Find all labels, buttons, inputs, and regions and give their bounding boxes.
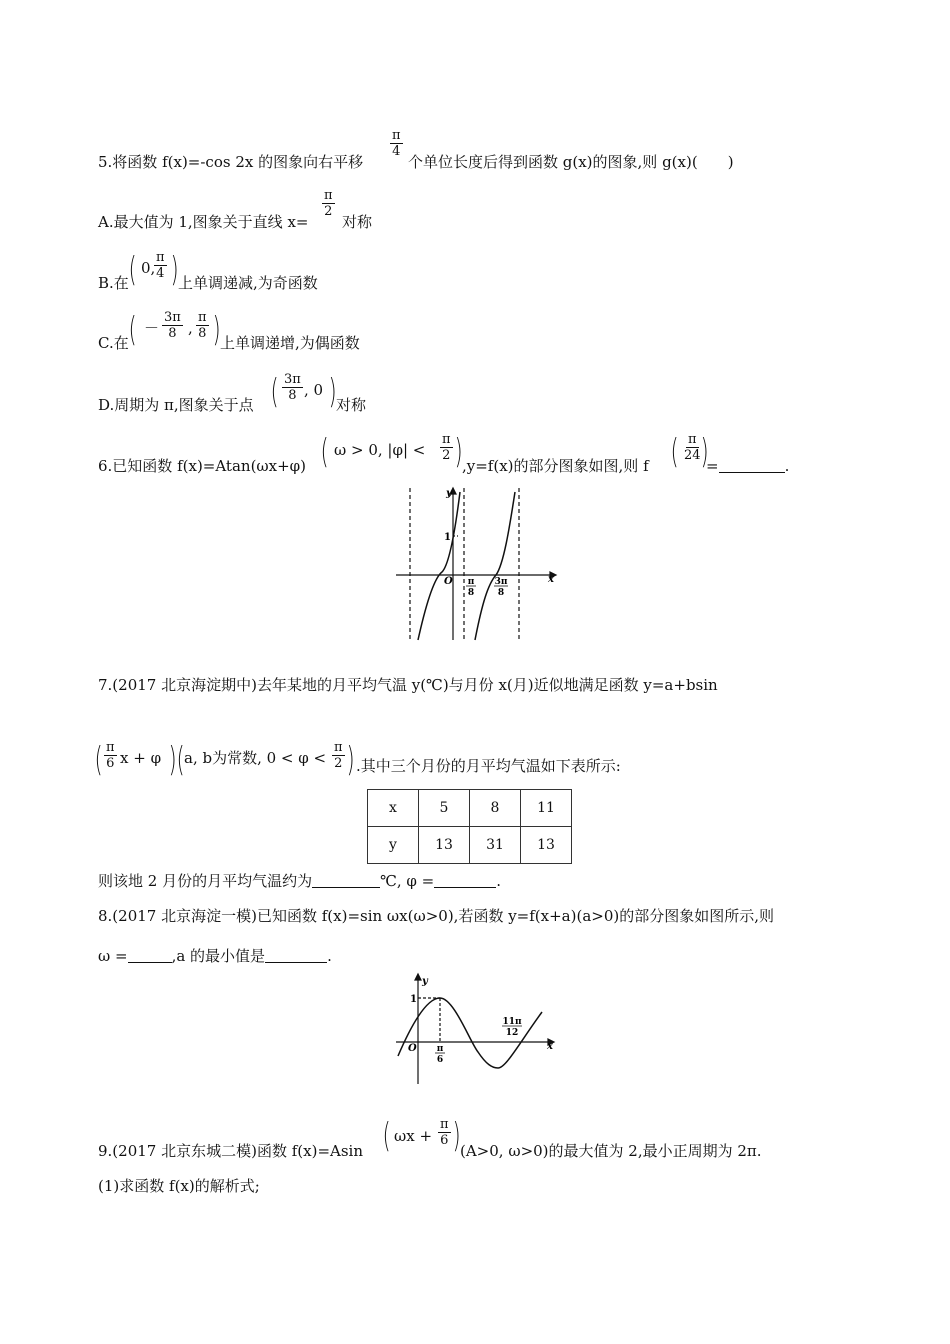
- period: .: [496, 872, 502, 890]
- right-paren: ): [212, 310, 221, 350]
- right-paren: ): [454, 432, 463, 472]
- fraction-denominator: 8: [198, 326, 207, 341]
- q6-stem-mid: ,y=f(x)的部分图象如图,则 f: [462, 457, 649, 475]
- fraction-numerator: π: [688, 432, 697, 447]
- q7-frac-pi-6: [104, 740, 117, 771]
- equals-sign: =: [706, 457, 719, 475]
- fraction-denominator: 8: [288, 388, 297, 403]
- table-cell: 13: [521, 827, 572, 864]
- answer-blank[interactable]: [265, 948, 327, 963]
- tick-3pi-8-den: 8: [497, 588, 505, 598]
- q7-temperature-table: [367, 789, 572, 864]
- y-axis-label: y: [446, 488, 452, 499]
- fraction-numerator: π: [442, 432, 451, 447]
- fraction-numerator: π: [440, 1117, 449, 1132]
- fraction-denominator: 2: [324, 204, 333, 219]
- q9-stem-suffix: (A>0, ω>0)的最大值为 2,最小正周期为 2π.: [460, 1142, 762, 1160]
- fraction-denominator: 2: [442, 448, 451, 463]
- q5-option-a-fraction: [322, 188, 335, 219]
- q8-stem-line-2: [98, 946, 332, 966]
- q6-stem-prefix: 6.已知函数 f(x)=Atan(ωx+φ): [98, 457, 307, 475]
- table-row: [368, 790, 572, 827]
- fraction-denominator: 24: [684, 448, 701, 463]
- q8-line-2-prefix: ω =: [98, 947, 128, 965]
- tangent-branch-2: [475, 492, 515, 640]
- q5-option-d-suffix: 对称: [336, 396, 367, 414]
- q5-option-b-fraction: [154, 250, 167, 281]
- table-cell: 8: [470, 790, 521, 827]
- fraction-numerator: π: [106, 740, 115, 755]
- tick-11pi-12-den: 12: [505, 1028, 519, 1038]
- q5-option-b-interval-left: 0,: [141, 259, 156, 277]
- table-cell: 13: [419, 827, 470, 864]
- period: .: [327, 947, 332, 965]
- q5-option-b-prefix: B.在: [98, 274, 129, 292]
- fraction-denominator: 6: [106, 756, 115, 771]
- table-row: [368, 827, 572, 864]
- y-axis-label: y: [422, 976, 428, 987]
- tick-11pi-12-num: 11π: [502, 1017, 522, 1027]
- q5-stem-prefix: 5.将函数 f(x)=-cos 2x 的图象向右平移: [98, 153, 364, 171]
- fraction-numerator: 3π: [164, 310, 181, 325]
- q9-part-1: (1)求函数 f(x)的解析式;: [98, 1177, 260, 1195]
- q5-option-d-fraction: [282, 372, 303, 403]
- y-one-label: 1: [410, 994, 417, 1005]
- table-cell: 11: [521, 790, 572, 827]
- q5-option-c-fraction-2: [196, 310, 209, 341]
- right-paren: ): [452, 1116, 461, 1156]
- q9-stem-prefix: 9.(2017 北京东城二模)函数 f(x)=Asin: [98, 1142, 363, 1160]
- q6-condition: ω > 0, |φ| <: [334, 441, 426, 459]
- left-paren: (: [94, 740, 103, 780]
- answer-blank[interactable]: [128, 948, 172, 963]
- q7-stem-line-1: 7.(2017 北京海淀期中)去年某地的月平均气温 y(℃)与月份 x(月)近似地满足函数 y=a+bsin: [98, 676, 718, 694]
- q7-stem-line-3: [98, 871, 501, 891]
- origin-label: O: [408, 1043, 417, 1054]
- tick-3pi-8-num: 3π: [494, 577, 508, 587]
- fraction-denominator: 2: [334, 756, 343, 771]
- right-paren: ): [700, 432, 709, 472]
- answer-blank[interactable]: [312, 873, 380, 888]
- q5-option-c-comma: ,: [188, 319, 193, 337]
- answer-blank[interactable]: [434, 873, 496, 888]
- table-cell: 5: [419, 790, 470, 827]
- left-paren: (: [270, 372, 279, 412]
- table-cell: 31: [470, 827, 521, 864]
- q6-argument-fraction: [682, 432, 703, 463]
- q5-option-c-suffix: 上单调递增,为偶函数: [220, 334, 360, 352]
- q9-expression: ωx +: [394, 1127, 433, 1145]
- answer-blank[interactable]: [719, 458, 785, 473]
- y-axis-arrow: [415, 974, 421, 980]
- tick-pi-6-den: 6: [436, 1055, 444, 1065]
- q5-stem-suffix: 个单位长度后得到函数 g(x)的图象,则 g(x)( ): [408, 153, 734, 171]
- right-paren: ): [328, 372, 337, 412]
- fraction-numerator: 3π: [284, 372, 301, 387]
- left-paren: (: [128, 310, 137, 350]
- origin-label: O: [444, 576, 453, 587]
- sine-curve: [398, 998, 542, 1068]
- table-cell: y: [368, 827, 419, 864]
- right-paren: ): [170, 250, 179, 290]
- q8-line-2-mid: ,a 的最小值是: [171, 947, 266, 965]
- fraction-numerator: π: [334, 740, 343, 755]
- q7-expression: x + φ: [120, 749, 162, 767]
- tick-pi-8-num: π: [467, 577, 475, 587]
- left-paren: (: [670, 432, 679, 472]
- q7-frac-pi-2: [332, 740, 345, 771]
- x-axis-label: x: [547, 1041, 553, 1052]
- q9-frac-pi-6: [438, 1117, 451, 1148]
- q7-condition: a, b为常数, 0 < φ <: [184, 749, 327, 767]
- left-paren: (: [320, 432, 329, 472]
- x-axis-label: x: [548, 574, 554, 585]
- left-paren: (: [128, 250, 137, 290]
- fraction-numerator: π: [156, 250, 165, 265]
- tick-pi-8-den: 8: [467, 588, 475, 598]
- left-paren: (: [382, 1116, 391, 1156]
- tangent-branch-1: [418, 492, 460, 640]
- q5-shift-fraction: [390, 128, 403, 159]
- q8-sine-graph: [392, 972, 562, 1088]
- q5-option-a-suffix: 对称: [342, 213, 373, 231]
- q7-line-3-mid: ℃, φ =: [380, 872, 435, 890]
- q6-condition-fraction: [440, 432, 453, 463]
- fraction-numerator: π: [324, 188, 333, 203]
- q5-option-b-suffix: 上单调递减,为奇函数: [178, 274, 318, 292]
- q6-tangent-graph: [392, 484, 562, 644]
- fraction-numerator: π: [198, 310, 207, 325]
- fraction-denominator: 4: [392, 144, 401, 159]
- q5-option-c-minus: －: [144, 319, 160, 337]
- q5-option-a-prefix: A.最大值为 1,图象关于直线 x=: [98, 213, 309, 231]
- q5-option-c-fraction-1: [162, 310, 183, 341]
- fraction-numerator: π: [392, 128, 401, 143]
- left-paren: (: [176, 740, 185, 780]
- right-paren: ): [168, 740, 177, 780]
- fraction-denominator: 6: [440, 1133, 449, 1148]
- fraction-denominator: 4: [156, 266, 165, 281]
- tick-pi-6-num: π: [436, 1044, 444, 1054]
- table-cell: x: [368, 790, 419, 827]
- q7-stem-line-2-suffix: .其中三个月份的月平均气温如下表所示:: [356, 757, 621, 775]
- q6-stem-end: [706, 456, 789, 476]
- y-one-label: 1: [444, 532, 451, 543]
- fraction-denominator: 8: [168, 326, 177, 341]
- q7-line-3-prefix: 则该地 2 月份的月平均气温约为: [98, 872, 313, 890]
- right-paren: ): [346, 740, 355, 780]
- q8-stem-line-1: 8.(2017 北京海淀一模)已知函数 f(x)=sin ωx(ω>0),若函数 y=f(x+a)(a>0)的部分图象如图所示,则: [98, 907, 775, 925]
- q5-option-c-prefix: C.在: [98, 334, 129, 352]
- q5-option-d-prefix: D.周期为 π,图象关于点: [98, 396, 254, 414]
- period: .: [784, 457, 790, 475]
- q5-option-d-after: , 0: [304, 381, 324, 399]
